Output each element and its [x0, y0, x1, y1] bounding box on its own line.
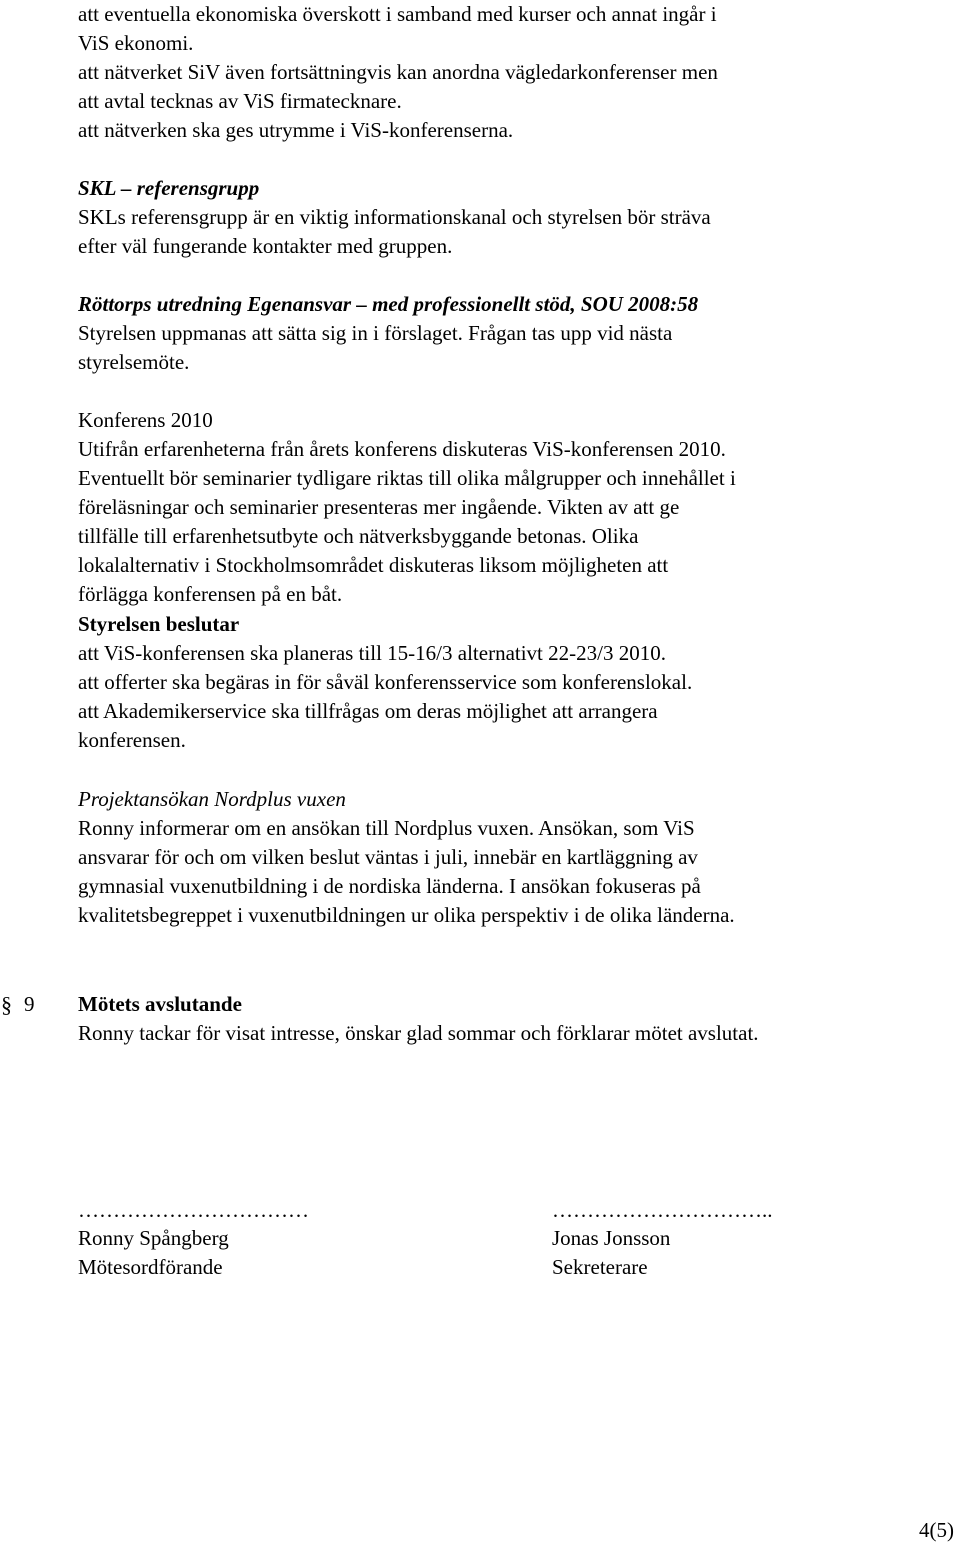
signature-name-left: Ronny Spångberg: [78, 1226, 229, 1250]
konferens-text: föreläsningar och seminarier presenteras mer ingående. Vikten av att ge: [78, 495, 680, 519]
nordplus-text: ansvarar för och om vilken beslut väntas i juli, innebär en kartläggning av: [78, 845, 698, 869]
section-number: 9: [24, 992, 35, 1016]
section-heading: Mötets avslutande: [78, 992, 242, 1016]
konferens-text: förlägga konferensen på en båt.: [78, 582, 343, 606]
decision-item: att Akademikerservice ska tillfrågas om deras möjlighet att arrangera: [78, 699, 658, 723]
svg-text:§: §: [1, 992, 12, 1017]
signature-name-right: Jonas Jonsson: [552, 1226, 671, 1250]
konferens-text: Eventuellt bör seminarier tydligare riktas till olika målgrupper och innehållet i: [78, 466, 736, 490]
skl-heading: SKL – referensgrupp: [78, 176, 260, 200]
signature-role-right: Sekreterare: [552, 1255, 648, 1279]
skl-text: SKLs referensgrupp är en viktig informationskanal och styrelsen bör sträva: [78, 205, 711, 229]
page-number: 4(5): [919, 1518, 954, 1542]
nordplus-text: kvalitetsbegreppet i vuxenutbildningen ur olika perspektiv i de olika länderna.: [78, 903, 735, 927]
decision-item: att offerter ska begäras in för såväl konferensservice som konferenslokal.: [78, 670, 693, 694]
intro-line: ViS ekonomi.: [78, 31, 194, 55]
decision-item: konferensen.: [78, 728, 186, 752]
konferens-text: Utifrån erfarenheterna från årets konferens diskuteras ViS-konferensen 2010.: [78, 437, 726, 461]
konferens-text: tillfälle till erfarenhetsutbyte och nätverksbyggande betonas. Olika: [78, 524, 639, 548]
intro-line: att avtal tecknas av ViS firmatecknare.: [78, 89, 402, 113]
rottorp-text: styrelsemöte.: [78, 350, 190, 374]
nordplus-text: gymnasial vuxenutbildning i de nordiska länderna. I ansökan fokuseras på: [78, 874, 701, 898]
section-symbol-icon: [0, 990, 20, 1020]
signature-line-left: ……………………………: [78, 1198, 309, 1222]
decision-item: att ViS-konferensen ska planeras till 15-16/3 alternativt 22-23/3 2010.: [78, 641, 666, 665]
intro-line: att nätverket SiV även fortsättningvis kan anordna vägledarkonferenser men: [78, 60, 718, 84]
intro-line: att eventuella ekonomiska överskott i samband med kurser och annat ingår i: [78, 2, 717, 26]
skl-text: efter väl fungerande kontakter med gruppen.: [78, 234, 453, 258]
konferens-heading: Konferens 2010: [78, 408, 213, 432]
konferens-text: lokalalternativ i Stockholmsområdet diskuteras liksom möjligheten att: [78, 553, 669, 577]
signature-line-right: …………………………..: [552, 1198, 773, 1222]
decision-heading: Styrelsen beslutar: [78, 612, 240, 636]
nordplus-text: Ronny informerar om en ansökan till Nordplus vuxen. Ansökan, som ViS: [78, 816, 695, 840]
nordplus-heading: Projektansökan Nordplus vuxen: [78, 787, 346, 811]
section-text: Ronny tackar för visat intresse, önskar glad sommar och förklarar mötet avslutat.: [78, 1021, 759, 1045]
intro-line: att nätverken ska ges utrymme i ViS-konferenserna.: [78, 118, 514, 142]
rottorp-text: Styrelsen uppmanas att sätta sig in i förslaget. Frågan tas upp vid nästa: [78, 321, 673, 345]
rottorp-heading: Röttorps utredning Egenansvar – med professionellt stöd, SOU 2008:58: [78, 292, 699, 316]
signature-role-left: Mötesordförande: [78, 1255, 223, 1279]
